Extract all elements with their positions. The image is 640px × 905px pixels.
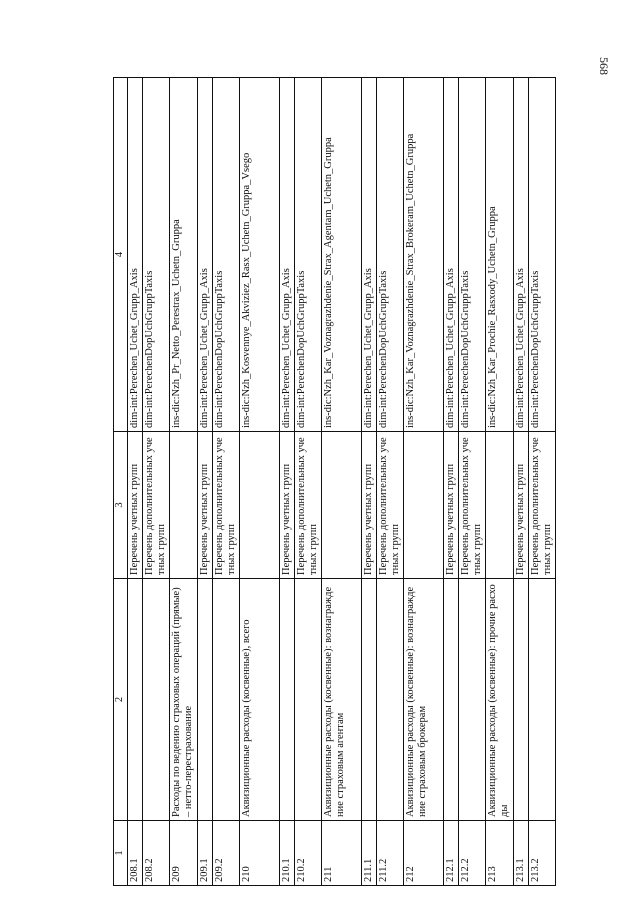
row-group-cell: Перечень учетных групп <box>362 432 377 579</box>
table-row <box>486 78 514 886</box>
row-code-cell: dim-int:PerechenDopUchGruppTaxis <box>295 78 322 432</box>
row-group-cell: Перечень дополнительных учетных групп <box>459 432 486 579</box>
row-group-cell: Перечень учетных групп <box>444 432 459 579</box>
row-number-cell: 209 <box>170 821 198 886</box>
row-group-cell <box>170 432 198 579</box>
row-code-cell: dim-int:Perechen_Uchet_Grupp_Axis <box>198 78 213 432</box>
table-row <box>404 78 444 886</box>
row-group-cell: Перечень учетных групп <box>280 432 295 579</box>
row-group-cell <box>404 432 444 579</box>
row-code-cell: dim-int:Perechen_Uchet_Grupp_Axis <box>514 78 529 432</box>
row-name-cell: Расходы по ведению страховых операций (прямые) – нетто-перестрахование <box>170 579 198 821</box>
column-header-1: 1 <box>114 821 128 886</box>
row-code-cell: ins-dic:Nzh_Pr_Netto_Perestrax_Uchetn_Gruppa <box>170 78 198 432</box>
row-group-cell: Перечень учетных групп <box>198 432 213 579</box>
table-row <box>240 78 280 886</box>
header-row <box>114 78 128 886</box>
row-group-cell <box>240 432 280 579</box>
column-header-4: 4 <box>114 78 128 432</box>
table-row <box>170 78 198 886</box>
row-number-cell: 210.2 <box>295 821 322 886</box>
row-number-cell: 209.1 <box>198 821 213 886</box>
row-number-cell: 211 <box>322 821 362 886</box>
row-number-cell: 208.2 <box>143 821 170 886</box>
row-code-cell: ins-dic:Nzh_Kosvennye_Akviziez_Rasx_Uchetn_Gruppa_Vsego <box>240 78 280 432</box>
table-row <box>198 78 213 886</box>
row-number-cell: 212.1 <box>444 821 459 886</box>
row-group-cell <box>486 432 514 579</box>
row-name-cell <box>128 579 143 821</box>
table-row <box>213 78 240 886</box>
table-row <box>295 78 322 886</box>
row-code-cell: ins-dic:Nzh_Kar_Voznagrazhdenie_Strax_Brokeram_Uchetn_Gruppa <box>404 78 444 432</box>
row-name-cell: Аквизиционные расходы (косвенные): вознаграждение страховым агентам <box>322 579 362 821</box>
row-number-cell: 213.2 <box>529 821 556 886</box>
row-name-cell: Аквизиционные расходы (косвенные): прочие расходы <box>486 579 514 821</box>
row-name-cell: Аквизиционные расходы (косвенные), всего <box>240 579 280 821</box>
row-name-cell <box>514 579 529 821</box>
row-name-cell <box>529 579 556 821</box>
row-name-cell <box>280 579 295 821</box>
row-number-cell: 212 <box>404 821 444 886</box>
data-table <box>113 77 556 886</box>
table-row <box>377 78 404 886</box>
row-number-cell: 211.1 <box>362 821 377 886</box>
table-row <box>444 78 459 886</box>
row-name-cell <box>444 579 459 821</box>
row-name-cell <box>295 579 322 821</box>
row-group-cell: Перечень дополнительных учетных групп <box>143 432 170 579</box>
row-number-cell: 213 <box>486 821 514 886</box>
row-code-cell: dim-int:Perechen_Uchet_Grupp_Axis <box>280 78 295 432</box>
row-number-cell: 213.1 <box>514 821 529 886</box>
row-code-cell: dim-int:Perechen_Uchet_Grupp_Axis <box>362 78 377 432</box>
row-group-cell: Перечень дополнительных учетных групп <box>377 432 404 579</box>
row-number-cell: 211.2 <box>377 821 404 886</box>
page-number: 568 <box>597 57 611 75</box>
row-group-cell: Перечень учетных групп <box>514 432 529 579</box>
row-code-cell: dim-int:PerechenDopUchGruppTaxis <box>143 78 170 432</box>
row-group-cell: Перечень учетных групп <box>128 432 143 579</box>
row-code-cell: dim-int:Perechen_Uchet_Grupp_Axis <box>444 78 459 432</box>
row-name-cell <box>377 579 404 821</box>
row-group-cell: Перечень дополнительных учетных групп <box>213 432 240 579</box>
table-row <box>128 78 143 886</box>
row-number-cell: 208.1 <box>128 821 143 886</box>
table-row <box>280 78 295 886</box>
row-number-cell: 212.2 <box>459 821 486 886</box>
row-name-cell <box>213 579 240 821</box>
row-group-cell: Перечень дополнительных учетных групп <box>529 432 556 579</box>
table-row <box>362 78 377 886</box>
column-header-2: 2 <box>114 579 128 821</box>
row-number-cell: 209.2 <box>213 821 240 886</box>
table-row <box>514 78 529 886</box>
column-header-3: 3 <box>114 432 128 579</box>
row-code-cell: dim-int:PerechenDopUchGruppTaxis <box>377 78 404 432</box>
row-name-cell <box>362 579 377 821</box>
row-code-cell: ins-dic:Nzh_Kar_Prochie_Rasxody_Uchetn_Gruppa <box>486 78 514 432</box>
row-group-cell: Перечень дополнительных учетных групп <box>295 432 322 579</box>
row-name-cell <box>459 579 486 821</box>
rotated-table-frame <box>113 106 573 886</box>
table-row <box>459 78 486 886</box>
row-number-cell: 210.1 <box>280 821 295 886</box>
row-name-cell <box>198 579 213 821</box>
row-group-cell <box>322 432 362 579</box>
table-row <box>529 78 556 886</box>
row-code-cell: dim-int:Perechen_Uchet_Grupp_Axis <box>128 78 143 432</box>
row-name-cell: Аквизиционные расходы (косвенные): вознаграждение страховым брокерам <box>404 579 444 821</box>
table-row <box>322 78 362 886</box>
row-name-cell <box>143 579 170 821</box>
row-number-cell: 210 <box>240 821 280 886</box>
row-code-cell: ins-dic:Nzh_Kar_Voznagrazhdenie_Strax_Agentam_Uchetn_Gruppa <box>322 78 362 432</box>
row-code-cell: dim-int:PerechenDopUchGruppTaxis <box>529 78 556 432</box>
row-code-cell: dim-int:PerechenDopUchGruppTaxis <box>459 78 486 432</box>
table-row <box>143 78 170 886</box>
row-code-cell: dim-int:PerechenDopUchGruppTaxis <box>213 78 240 432</box>
